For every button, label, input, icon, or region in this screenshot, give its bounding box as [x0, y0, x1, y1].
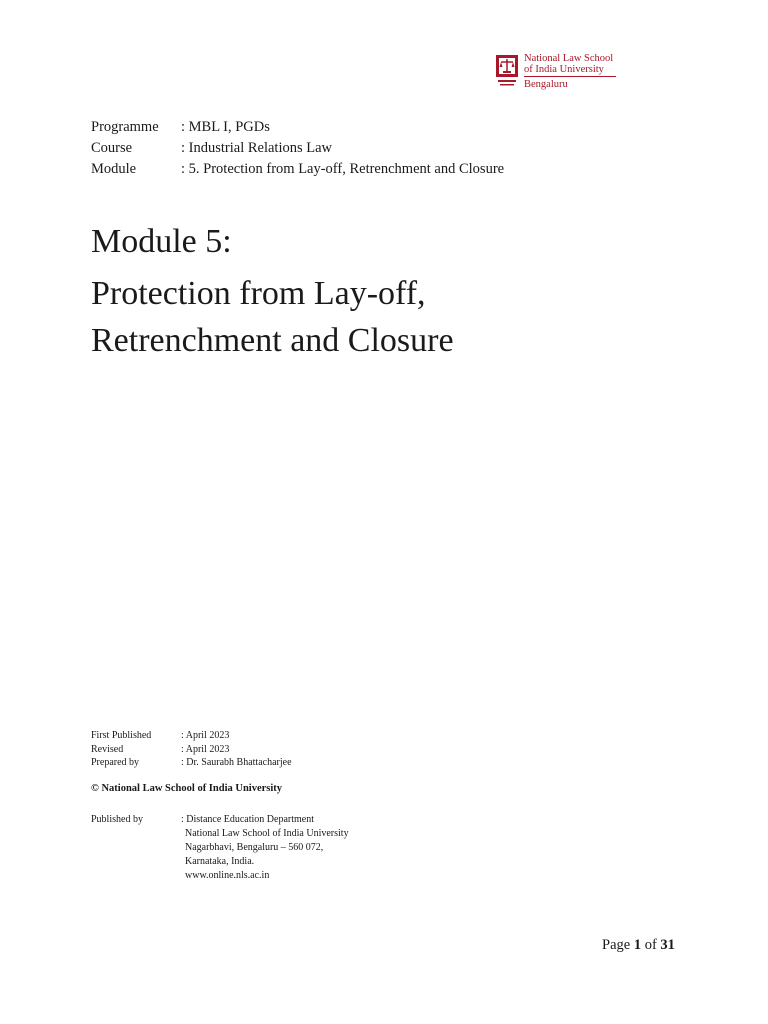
pub-row-first-published — [91, 729, 292, 743]
published-by — [91, 813, 349, 883]
publisher-address — [181, 813, 349, 883]
address-line: : Distance Education Department — [181, 814, 315, 825]
logo-divider — [524, 76, 616, 77]
logo-name-line-2: of India University — [524, 64, 604, 75]
pub-label: Prepared by — [91, 757, 140, 768]
website-text: www.online.nls.ac.in — [185, 870, 270, 881]
meta-value: : MBL I, PGDs — [181, 119, 270, 135]
page-total: 31 — [660, 937, 675, 953]
publication-info — [91, 729, 292, 770]
meta-label: Programme — [91, 119, 159, 135]
pub-value: : April 2023 — [181, 743, 230, 755]
copyright-notice: © National Law School of India University — [91, 783, 283, 794]
page-of: of — [644, 937, 657, 953]
meta-row-module — [91, 159, 504, 180]
address-line: Nagarbhavi, Bengaluru – 560 072, — [185, 842, 324, 853]
page-prefix: Page — [602, 937, 631, 953]
pub-label: Revised — [91, 743, 124, 755]
title-line-2: Protection from Lay-off, — [91, 275, 426, 312]
meta-label: Module — [91, 161, 137, 177]
address-line: National Law School of India University — [185, 828, 349, 839]
pub-value: : Dr. Saurabh Bhattacharjee — [181, 757, 292, 768]
page-number — [602, 937, 675, 954]
published-by-label: Published by — [91, 814, 143, 825]
university-logo — [494, 52, 624, 92]
page-current: 1 — [633, 937, 642, 953]
meta-value: : Industrial Relations Law — [181, 140, 333, 156]
meta-value: : 5. Protection from Lay-off, Retrenchment and Closure — [181, 161, 505, 177]
nls-emblem-icon — [494, 52, 520, 92]
logo-city: Bengaluru — [524, 79, 568, 90]
pub-row-revised — [91, 743, 292, 757]
pub-row-prepared-by — [91, 756, 292, 770]
course-meta — [91, 117, 504, 180]
meta-label: Course — [91, 140, 133, 156]
title-module-number: Module 5: — [91, 223, 232, 260]
meta-row-programme — [91, 117, 504, 138]
document-title — [91, 218, 454, 364]
logo-name-line-1: National Law School — [524, 53, 614, 64]
pub-label: First Published — [91, 730, 152, 741]
address-line: Karnataka, India. — [185, 856, 255, 867]
title-line-3: Retrenchment and Closure — [91, 322, 454, 359]
meta-row-course — [91, 138, 504, 159]
pub-value: : April 2023 — [181, 730, 230, 741]
